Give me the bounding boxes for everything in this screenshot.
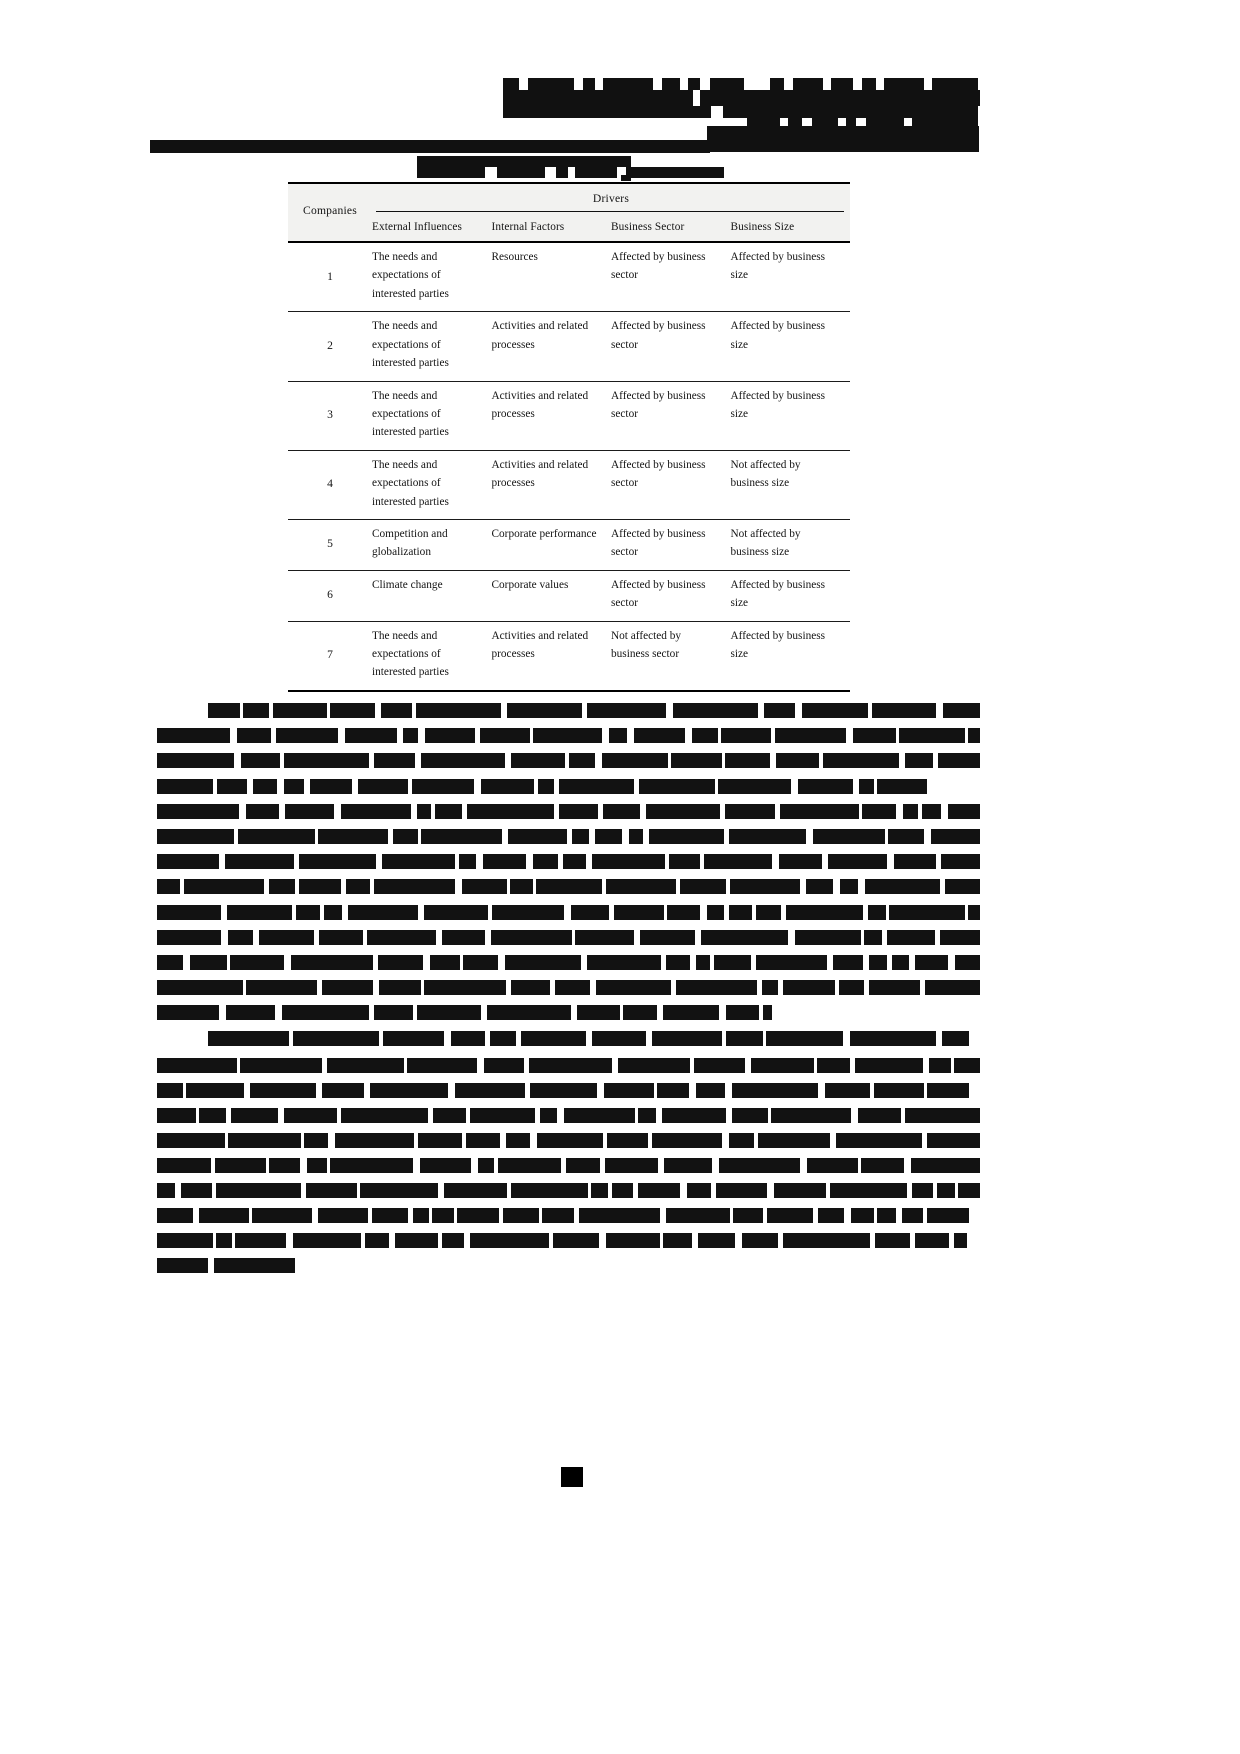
- cell-business-sector: Not affected by business sector: [611, 629, 682, 660]
- redacted-text-line: [157, 1158, 980, 1173]
- cell-company: 5: [327, 537, 333, 551]
- cell-business-size: Affected by business size: [730, 629, 826, 660]
- drivers-table: [288, 182, 850, 692]
- cell-business-sector: Affected by business sector: [611, 527, 706, 559]
- column-header-companies: Companies: [303, 203, 357, 217]
- cell-company: 4: [327, 477, 333, 491]
- cell-internal-factors: Corporate values: [491, 578, 569, 591]
- table-group-header-row: [288, 183, 850, 215]
- cell-business-size: Not affected by business size: [730, 458, 801, 490]
- cell-business-sector: Affected by business sector: [611, 251, 706, 282]
- cell-business-sector: Affected by business sector: [611, 578, 706, 610]
- cell-external-influences: The needs and expectations of interested parties: [372, 320, 449, 370]
- table-row: [288, 381, 850, 450]
- redacted-text-line: [157, 804, 980, 819]
- cell-company: 6: [327, 588, 333, 602]
- redacted-text-line: [157, 1258, 295, 1273]
- column-header-external-influences: External Influences: [372, 220, 463, 233]
- cell-business-size: Affected by business size: [730, 389, 826, 420]
- redacted-text-line: [157, 779, 927, 794]
- column-group-header-drivers: [372, 183, 850, 215]
- table-row: [288, 450, 850, 519]
- table-head: [288, 183, 850, 242]
- redacted-text-line: [157, 829, 980, 844]
- column-header-internal-factors: Internal Factors: [491, 220, 565, 233]
- cell-internal-factors: Resources: [491, 251, 538, 264]
- redaction-bar: [556, 167, 568, 178]
- redaction-bar: [831, 78, 853, 90]
- redacted-text-line: [208, 703, 980, 718]
- table-row: [288, 242, 850, 312]
- table-row: [288, 312, 850, 381]
- redaction-bar: [583, 78, 595, 90]
- redacted-text-line: [157, 980, 980, 995]
- cell-business-size: Not affected by business size: [730, 527, 801, 559]
- redaction-bar: [770, 78, 784, 90]
- table-column-header-row: [288, 215, 850, 242]
- redacted-text-line: [157, 753, 980, 768]
- redaction-bar: [626, 167, 724, 178]
- column-header-business-size: Business Size: [730, 220, 795, 233]
- cell-company: 3: [327, 408, 333, 422]
- redacted-text-line: [157, 879, 980, 894]
- redaction-bar: [528, 78, 574, 90]
- redaction-bar: [503, 78, 519, 90]
- cell-internal-factors: Activities and related processes: [491, 320, 589, 351]
- drivers-table-container: [288, 182, 850, 692]
- redaction-bar: [150, 140, 710, 153]
- cell-internal-factors: Activities and related processes: [491, 629, 589, 660]
- column-header-business-sector: Business Sector: [611, 220, 685, 233]
- redacted-text-line: [157, 1005, 772, 1020]
- redaction-bar: [793, 78, 823, 90]
- redaction-bar: [723, 106, 978, 118]
- cell-business-sector: Affected by business sector: [611, 389, 706, 420]
- redaction-bar: [503, 106, 711, 118]
- drivers-underline: [376, 211, 844, 212]
- redacted-text-line: [157, 930, 980, 945]
- redaction-bar: [497, 167, 545, 178]
- redacted-text-line: [157, 854, 980, 869]
- redaction-bar: [862, 78, 876, 90]
- cell-external-influences: The needs and expectations of interested parties: [372, 389, 449, 439]
- cell-company: 7: [327, 648, 333, 662]
- redacted-text-line: [157, 1133, 980, 1148]
- redacted-text-line: [157, 1083, 980, 1098]
- table-body: [288, 242, 850, 691]
- cell-internal-factors: Corporate performance: [491, 527, 597, 540]
- redacted-text-line: [157, 1108, 980, 1123]
- cell-business-sector: Affected by business sector: [611, 320, 706, 351]
- redacted-text-line: [157, 1208, 969, 1223]
- cell-internal-factors: Activities and related processes: [491, 458, 589, 490]
- drivers-label: Drivers: [592, 192, 630, 205]
- redacted-text-line: [157, 1183, 980, 1198]
- cell-business-sector: Affected by business sector: [611, 458, 706, 490]
- redacted-text-line: [157, 905, 980, 920]
- redaction-bar: [884, 78, 924, 90]
- redaction-bar: [932, 78, 978, 90]
- cell-business-size: Affected by business size: [730, 578, 826, 610]
- redaction-bar: [417, 167, 485, 178]
- cell-external-influences: Climate change: [372, 578, 443, 591]
- redaction-bar: [700, 90, 980, 106]
- cell-external-influences: Competition and globalization: [372, 527, 448, 559]
- redaction-bar: [603, 78, 653, 90]
- redacted-text-line: [157, 1233, 967, 1248]
- redaction-bar: [688, 78, 700, 90]
- redaction-bar: [707, 126, 979, 152]
- cell-internal-factors: Activities and related processes: [491, 389, 589, 420]
- redaction-bar: [417, 156, 631, 167]
- redaction-bar: [621, 175, 631, 181]
- redacted-text-line: [157, 728, 980, 743]
- redacted-text-line: [157, 955, 980, 970]
- cell-external-influences: The needs and expectations of interested parties: [372, 458, 449, 508]
- table-row: [288, 519, 850, 570]
- table-row: [288, 570, 850, 621]
- cell-external-influences: The needs and expectations of interested parties: [372, 629, 449, 679]
- redacted-text-line: [157, 1058, 980, 1073]
- redacted-text-line: [208, 1031, 980, 1046]
- cell-company: 1: [327, 269, 333, 283]
- table-row: [288, 621, 850, 691]
- redaction-bar: [575, 167, 617, 178]
- cell-company: 2: [327, 339, 333, 353]
- cell-business-size: Affected by business size: [730, 320, 826, 351]
- redaction-bar: [662, 78, 680, 90]
- cell-external-influences: The needs and expectations of interested parties: [372, 251, 449, 300]
- redaction-bar: [503, 90, 693, 106]
- redacted-page-number: [561, 1467, 583, 1487]
- redaction-bar: [710, 78, 744, 90]
- cell-business-size: Affected by business size: [730, 251, 826, 282]
